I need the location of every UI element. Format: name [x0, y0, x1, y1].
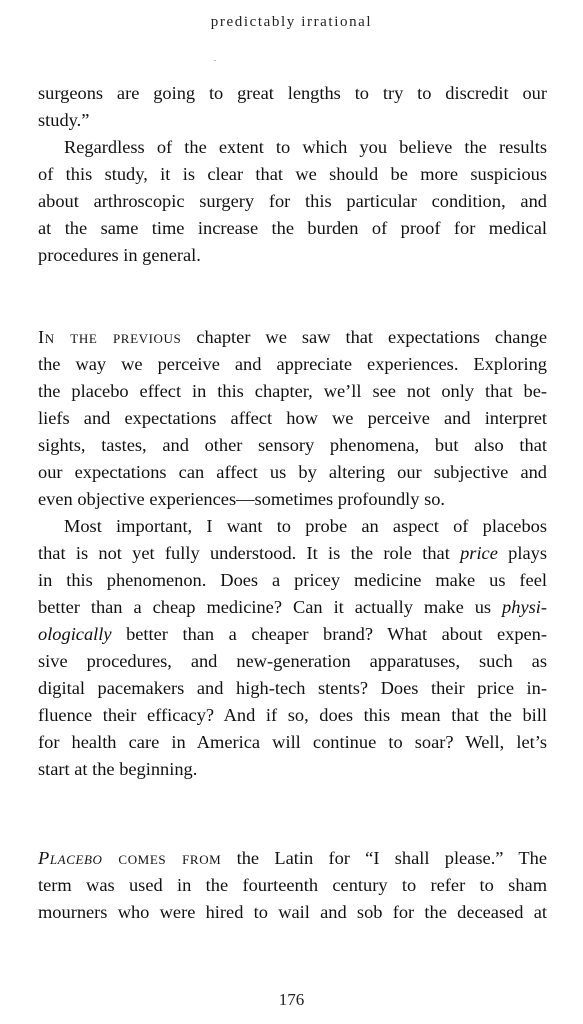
section-previous-chapter	[38, 324, 547, 783]
paragraph	[38, 845, 547, 926]
text-line: Regardless of the extent to which you believe the results	[64, 137, 547, 157]
text-line: liefs and expectations affect how we perceive and interpret	[38, 408, 547, 428]
text-line: fluence their efficacy? And if so, does this mean that the bill	[38, 705, 547, 725]
text-line	[38, 324, 547, 351]
small-caps-lead-in: comes from	[102, 848, 222, 868]
small-caps-italic-lead-in: Placebo	[38, 848, 103, 868]
line-part: better than a cheaper brand? What about expen-	[111, 624, 547, 644]
scan-speck	[214, 60, 216, 61]
running-head: predictably irrational	[210, 14, 373, 30]
italic-word: ologically	[38, 624, 112, 644]
section-placebo-origin	[38, 845, 547, 926]
text-line	[38, 540, 547, 567]
text-line: of this study, it is clear that we should be more suspicious	[38, 164, 547, 184]
text-line: start at the beginning.	[38, 759, 198, 779]
text-line: even objective experiences—sometimes profoundly so.	[38, 489, 446, 509]
text-line: procedures in general.	[38, 245, 201, 265]
text-line: surgeons are going to great lengths to try to discredit our	[38, 83, 547, 103]
text-line: for health care in America will continue to soar? Well, let’s	[38, 732, 547, 752]
text-line: sive procedures, and new-generation apparatuses, such as	[38, 651, 547, 671]
text-line: sights, tastes, and other sensory phenomena, but also that	[38, 435, 547, 455]
text-line: our expectations can affect us by altering our subjective and	[38, 462, 547, 482]
text-line: in this phenomenon. Does a pricey medicine make us feel	[38, 570, 547, 590]
text-line: at the same time increase the burden of proof for medical	[38, 218, 547, 238]
paragraph	[38, 80, 547, 134]
text-line	[38, 845, 547, 872]
line-part: plays	[497, 543, 547, 563]
line-rest: the Latin for “I shall please.” The	[221, 848, 547, 868]
text-line: study.”	[38, 110, 90, 130]
text-line	[38, 594, 547, 621]
page-number: 176	[278, 990, 305, 1009]
line-part: that is not yet fully understood. It is the role that	[38, 543, 461, 563]
italic-word: price	[460, 543, 498, 563]
italic-word: physi-	[502, 597, 547, 617]
line-rest: chapter we saw that expectations change	[181, 327, 548, 347]
paragraph	[38, 134, 547, 269]
text-line: Most important, I want to probe an aspect of placebos	[64, 516, 547, 536]
text-line: mourners who were hired to wail and sob for the deceased at	[38, 902, 547, 922]
text-line: term was used in the fourteenth century to refer to sham	[38, 875, 547, 895]
text-line: the placebo effect in this chapter, we’ll see not only that be-	[38, 381, 547, 401]
text-line: about arthroscopic surgery for this particular condition, and	[38, 191, 547, 211]
small-caps-lead-in: In the previous	[38, 327, 182, 347]
paragraph	[38, 324, 547, 513]
line-part: better than a cheap medicine? Can it actually make us	[38, 597, 503, 617]
section-closing-text	[38, 80, 547, 269]
paragraph	[38, 513, 547, 783]
text-line: the way we perceive and appreciate experiences. Exploring	[38, 354, 547, 374]
text-line: digital pacemakers and high-tech stents? Does their price in-	[38, 678, 547, 698]
text-line	[38, 621, 547, 648]
